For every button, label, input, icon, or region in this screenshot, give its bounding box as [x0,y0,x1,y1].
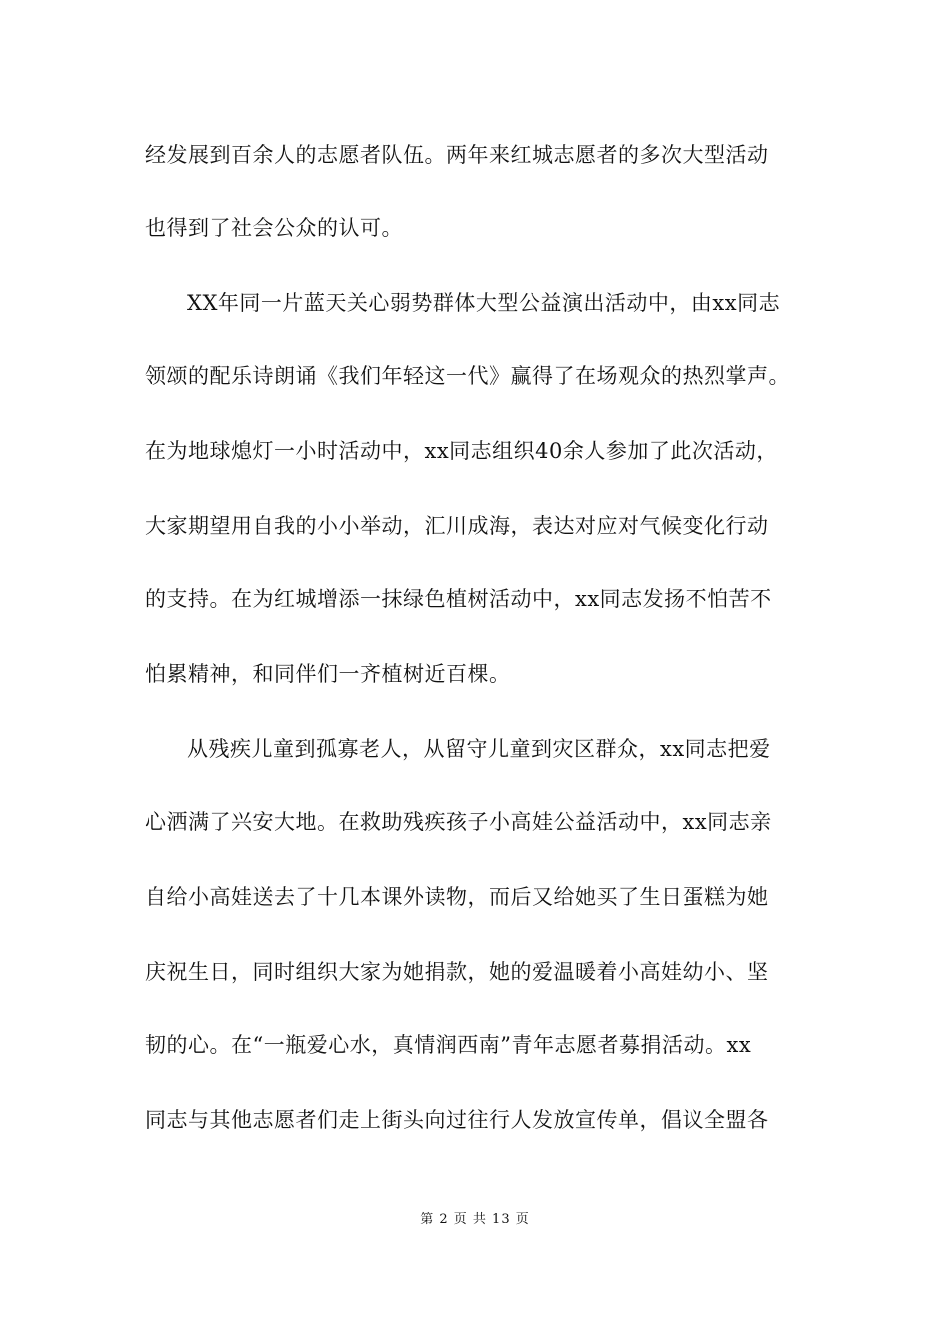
text-line: 也得到了社会公众的认可。 [145,216,403,240]
text-line: 在为地球熄灯一小时活动中，xx同志组织40余人参加了此次活动， [145,439,778,463]
text-line: 经发展到百余人的志愿者队伍。两年来红城志愿者的多次大型活动 [145,143,769,167]
text-line: 心洒满了兴安大地。在救助残疾孩子小高娃公益活动中，xx同志亲 [145,810,772,834]
text-line: 自给小高娃送去了十几本课外读物，而后又给她买了生日蛋糕为她 [145,885,769,909]
page-number-footer: 第 2 页 共 13 页 [420,1212,530,1227]
text-line: 领颂的配乐诗朗诵《我们年轻这一代》赢得了在场观众的热烈掌声。 [145,364,790,388]
text-line: 大家期望用自我的小小举动，汇川成海，表达对应对气候变化行动 [145,514,769,538]
text-line: 韧的心。在“一瓶爱心水，真情润西南”青年志愿者募捐活动。xx [145,1033,752,1057]
text-line: 的支持。在为红城增添一抹绿色植树活动中，xx同志发扬不怕苦不 [145,587,772,611]
text-line: 从残疾儿童到孤寡老人，从留守儿童到灾区群众，xx同志把爱 [187,737,771,761]
text-line: 同志与其他志愿者们走上街头向过往行人发放宣传单，倡议全盟各 [145,1108,769,1132]
text-line: 怕累精神，和同伴们一齐植树近百棵。 [145,662,511,686]
text-line: XX年同一片蓝天关心弱势群体大型公益演出活动中，由xx同志 [187,291,781,315]
text-line: 庆祝生日，同时组织大家为她捐款，她的爱温暖着小高娃幼小、坚 [145,960,769,984]
